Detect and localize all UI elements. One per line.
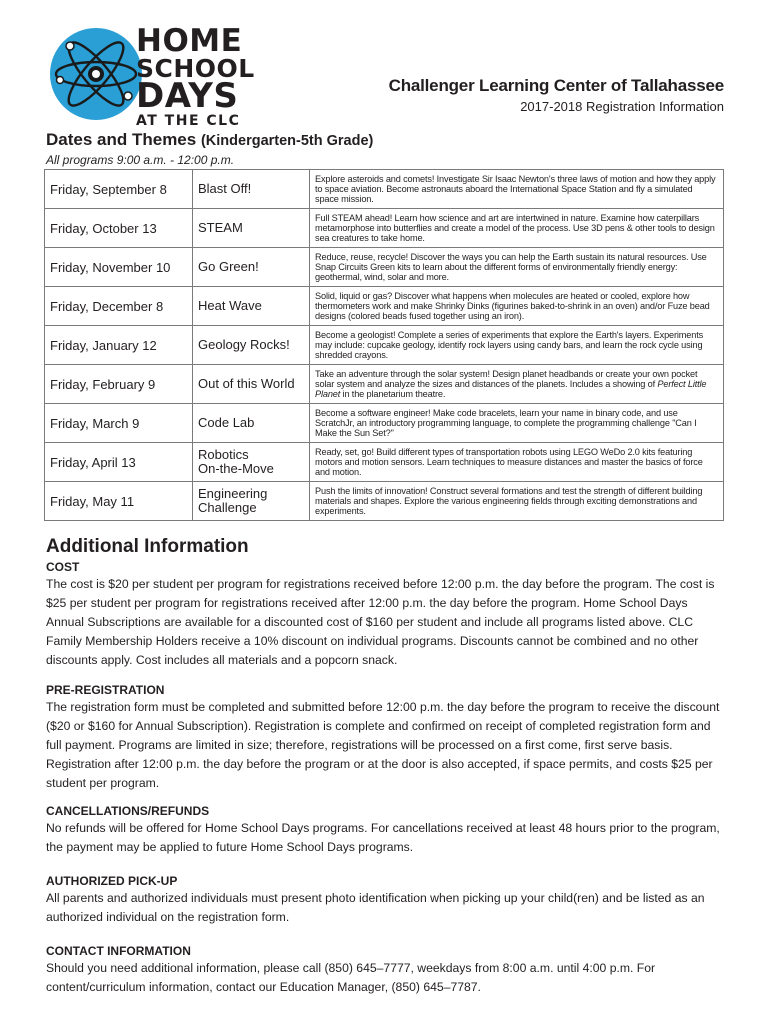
logo-line-3: DAYS (136, 76, 239, 116)
theme-line-2: On-the-Move (198, 461, 274, 476)
program-date: Friday, May 11 (45, 482, 193, 521)
cost-heading: COST (46, 560, 80, 574)
atom-icon (48, 26, 148, 122)
film-title: Perfect Little Planet (315, 379, 707, 399)
program-theme: Heat Wave (193, 287, 310, 326)
program-theme: Code Lab (193, 404, 310, 443)
table-row (45, 248, 724, 287)
program-theme: Go Green! (193, 248, 310, 287)
grade-range: (Kindergarten-5th Grade) (200, 133, 374, 149)
description-text: Take an adventure through the solar system! Design planet headbands or create your own pocket solar system and analyze the sizes and distances of the planets. Includes a showing of (315, 369, 698, 389)
preregistration-text: The registration form must be completed and submitted before 12:00 p.m. the day before the program to receive the discount ($20 or $160 for Annual Subscription). Registration is complete and confirmed on receipt of completed registration form and full payment. Programs are limited in size; therefore, registrations will be processed on a first come, first serve basis. Registration after 12:00 p.m. the day before the program or at the door is also accepted, if space permits, and costs $25 per student per program. (46, 700, 720, 790)
preregistration-section (46, 682, 726, 793)
pickup-section (46, 873, 726, 927)
schedule-table (44, 169, 724, 521)
program-date: Friday, March 9 (45, 404, 193, 443)
program-date: Friday, December 8 (45, 287, 193, 326)
logo-line-2: SCHOOL (136, 54, 255, 83)
theme-line-1: Engineering (198, 486, 268, 501)
cost-text: The cost is $20 per student per program for registrations received before 12:00 p.m. the day before the program. The cost is $25 per student per program for registrations received after 12:00 p.m. the day before the program. Home School Days Annual Subscriptions are available for a discounted cost of $160 per student and include all programs listed above. CLC Family Membership Holders receive a 10% discount on individual programs. Discounts cannot be combined and no other discounts apply. Cost includes all materials and a popcorn snack. (46, 577, 715, 667)
registration-subtitle: 2017-2018 Registration Information (520, 99, 724, 114)
program-date: Friday, February 9 (45, 365, 193, 404)
program-description: Solid, liquid or gas? Discover what happens when molecules are heated or cooled, explore how thermometers work and make Shrinky Dinks (figurines baked-to-shrink in an oven) and/or Fuze bead designs (colored beads fused together using an iron). (310, 287, 724, 326)
additional-info-heading: Additional Information (46, 536, 249, 557)
table-row (45, 209, 724, 248)
program-date: Friday, October 13 (45, 209, 193, 248)
table-row (45, 443, 724, 482)
dates-themes-heading (46, 130, 373, 150)
table-row (45, 326, 724, 365)
program-date: Friday, January 12 (45, 326, 193, 365)
program-description (310, 365, 724, 404)
cancellations-section (46, 803, 726, 857)
logo-line-1: HOME (136, 23, 243, 59)
program-date: Friday, April 13 (45, 443, 193, 482)
theme-line-1: Robotics (198, 447, 249, 462)
cancellations-text: No refunds will be offered for Home School Days programs. For cancellations received at least 48 hours prior to the program, the payment may be applied to future Home School Days programs. (46, 821, 720, 854)
table-row (45, 365, 724, 404)
program-theme (193, 443, 310, 482)
program-theme: Blast Off! (193, 170, 310, 209)
program-description: Full STEAM ahead! Learn how science and art are intertwined in nature. Examine how caterpillars metamorphose into butterflies and create a model of the process. Use 3D pens & other tools to design sea creatures to take home. (310, 209, 724, 248)
program-date: Friday, September 8 (45, 170, 193, 209)
cancellations-heading: CANCELLATIONS/REFUNDS (46, 804, 210, 818)
home-school-days-logo (48, 23, 258, 129)
organization-title: Challenger Learning Center of Tallahassee (388, 76, 724, 95)
program-description: Become a software engineer! Make code bracelets, learn your name in binary code, and use ScratchJr, an introductory programming language, to complete the programming challenge "Can I Make the Sun Set?" (310, 404, 724, 443)
program-theme: Geology Rocks! (193, 326, 310, 365)
program-hours: All programs 9:00 a.m. - 12:00 p.m. (46, 153, 235, 167)
program-description: Push the limits of innovation! Construct several formations and test the strength of different building materials and shapes. Explore the various engineering fields through exciting demonstrations and experiments. (310, 482, 724, 521)
program-description: Explore asteroids and comets! Investigate Sir Isaac Newton's three laws of motion and how they apply to space aviation. Become astronauts aboard the International Space Station and fly a simulated space mission. (310, 170, 724, 209)
program-theme: STEAM (193, 209, 310, 248)
pickup-text: All parents and authorized individuals must present photo identification when picking up your child(ren) and be listed as an authorized individual on the registration form. (46, 891, 705, 924)
program-theme (193, 482, 310, 521)
description-text: in the planetarium theatre. (340, 389, 446, 399)
logo-wordmark (136, 23, 296, 129)
dates-themes-title: Dates and Themes (46, 130, 197, 149)
table-row (45, 170, 724, 209)
preregistration-heading: PRE-REGISTRATION (46, 683, 165, 697)
program-date: Friday, November 10 (45, 248, 193, 287)
program-description: Reduce, reuse, recycle! Discover the ways you can help the Earth sustain its natural resources. Use Snap Circuits Green kits to learn about the different forms of environmentally friendly energy: geothermal, wind, solar and more. (310, 248, 724, 287)
table-row (45, 287, 724, 326)
pickup-heading: AUTHORIZED PICK-UP (46, 874, 178, 888)
contact-heading: CONTACT INFORMATION (46, 944, 191, 958)
table-row (45, 482, 724, 521)
table-row (45, 404, 724, 443)
program-theme: Out of this World (193, 365, 310, 404)
contact-text: Should you need additional information, please call (850) 645–7777, weekdays from 8:00 a.m. until 4:00 p.m. For content/curriculum information, contact our Education Manager, (850) 645–7787. (46, 961, 656, 994)
logo-line-4: AT THE CLC (136, 113, 241, 129)
cost-section (46, 559, 726, 670)
program-description: Ready, set, go! Build different types of transportation robots using LEGO WeDo 2.0 kits featuring motors and motion sensors. Learn techniques to measure distances and master the basics of force and motion. (310, 443, 724, 482)
program-description: Become a geologist! Complete a series of experiments that explore the Earth's layers. Experiments may include: cupcake geology, identify rock layers using candy bars, and learn the rock cycle using shredded crayons. (310, 326, 724, 365)
theme-line-2: Challenge (198, 500, 257, 515)
contact-section (46, 943, 726, 997)
